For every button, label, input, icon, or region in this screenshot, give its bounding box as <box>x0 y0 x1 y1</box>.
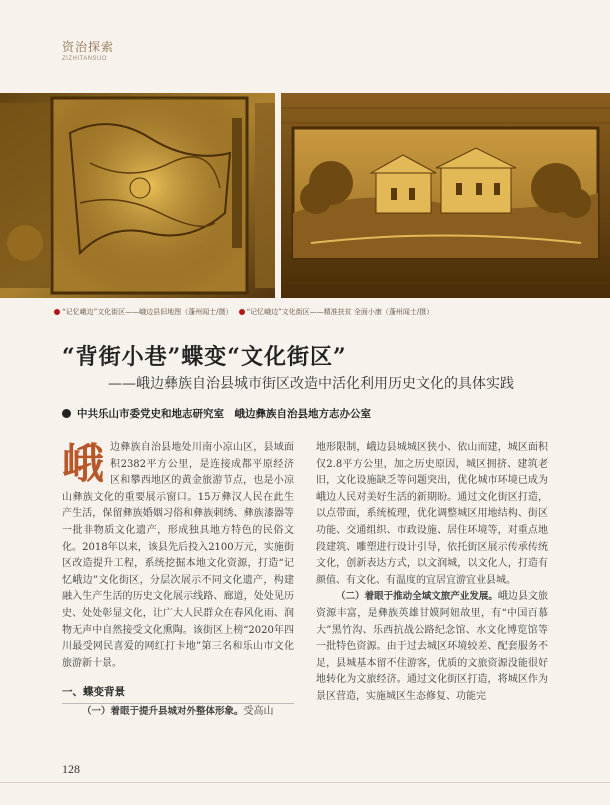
subsection-heading-2: （二）着眼于推动全域文旅产业发展。 <box>336 591 498 603</box>
photo-poverty-relief <box>281 93 610 298</box>
section-header <box>62 38 114 62</box>
article-column-left <box>62 440 294 721</box>
section-name: 资治探索 <box>62 40 115 54</box>
photo-captions <box>54 307 433 317</box>
intro-paragraph: 边彝族自治县地处川南小凉山区，县域面积2382平方公里，是连接成都平原经济区和攀西地区的黄金旅游节点，也是小凉山彝族文化的重要展示窗口。15万彝汉人民在此生产生活，保留彝族婚姻习俗和彝族刺绣、彝族漆器等一批非物质文化遗产，形成独具地方特色的民俗文化。2018年以来，该县先后投入2100万元，实施街区改造提升工程，系统挖掘本地文化资源，打造“记忆峨边”文化街区，分层次展示不同文化遗产，构建融入生产生活的历史文化展示线路、廊道，处处见历史、处处彰显文化，让广大人民群众在春风化雨、润物无声中自然接受文化熏陶。该街区上榜“2020年四川最受网民喜爱的网红打卡地”第三名和乐山市文化旅游新十景。 <box>62 442 294 669</box>
article-authors <box>62 406 371 421</box>
section-name-en: ZIZHITANSUO <box>62 56 108 62</box>
village-relief-image <box>281 93 610 298</box>
drop-cap: 峨 <box>62 439 105 488</box>
subsection-text: 受高山 <box>243 705 274 717</box>
body-paragraph: 地形限制，峨边县城城区狭小、依山而建，城区面积仅2.8平方公里，加之历史原因，城区拥挤、建筑老旧，文化设施缺乏等问题突出，优化城市环境已成为峨边人民对美好生活的新期盼。通过文化街区打造，以点带面，系统梳理，优化调整城区用地结构、街区功能、交通组织、市政设施、居住环境等，对重点地段建筑、雕塑进行设计引导，依托街区展示传承传统文化，创新表达方式，以文润城，以文化人，打造有颜值、有文化、有温度的宜居宜游宜业县城。 <box>316 442 548 586</box>
author-bullet-icon <box>62 409 71 418</box>
old-map-relief-image <box>0 93 275 298</box>
photo-caption-right: “记忆峨边”文化街区——精准扶贫 全面小康（蓬州闻士/摄） <box>246 308 434 316</box>
article-title: “背街小巷”蝶变“文化街区” <box>62 344 347 370</box>
section-heading: 一、蝶变背景 <box>62 684 294 704</box>
caption-bullet-icon <box>54 309 60 315</box>
footer-divider <box>0 782 610 783</box>
subsection-heading: （一）着眼于提升县城对外整体形象。 <box>82 705 244 717</box>
subsection-text-2: 峨边县文旅资源丰富，是彝族英雄甘嫫阿妞故里，有“中国百慕大”黑竹沟、乐西抗战公路纪念馆、水文化博览馆等一批特色资源。由于过去城区环境较差、配套服务不足，县城基本留不住游客，优质的文旅资源没能很好地转化为文旅经济。通过文化街区打造，将城区作为景区营造，实施城区生态修复、功能完 <box>316 591 548 702</box>
subsection-paragraph-2 <box>316 589 548 705</box>
author-names: 中共乐山市委党史和地志研究室 峨边彝族自治县地方志办公室 <box>77 408 371 420</box>
caption-bullet-icon <box>239 309 245 315</box>
article-column-right <box>316 440 548 706</box>
subsection-paragraph <box>62 704 294 721</box>
page-number: 128 <box>62 762 80 776</box>
article-subtitle: ——峨边彝族自治县城市街区改造中活化利用历史文化的具体实践 <box>108 376 514 392</box>
photo-old-map <box>0 93 275 298</box>
photo-caption-left: “记忆峨边”文化街区——峨边县旧地图（蓬州闻士/摄） <box>62 308 233 316</box>
